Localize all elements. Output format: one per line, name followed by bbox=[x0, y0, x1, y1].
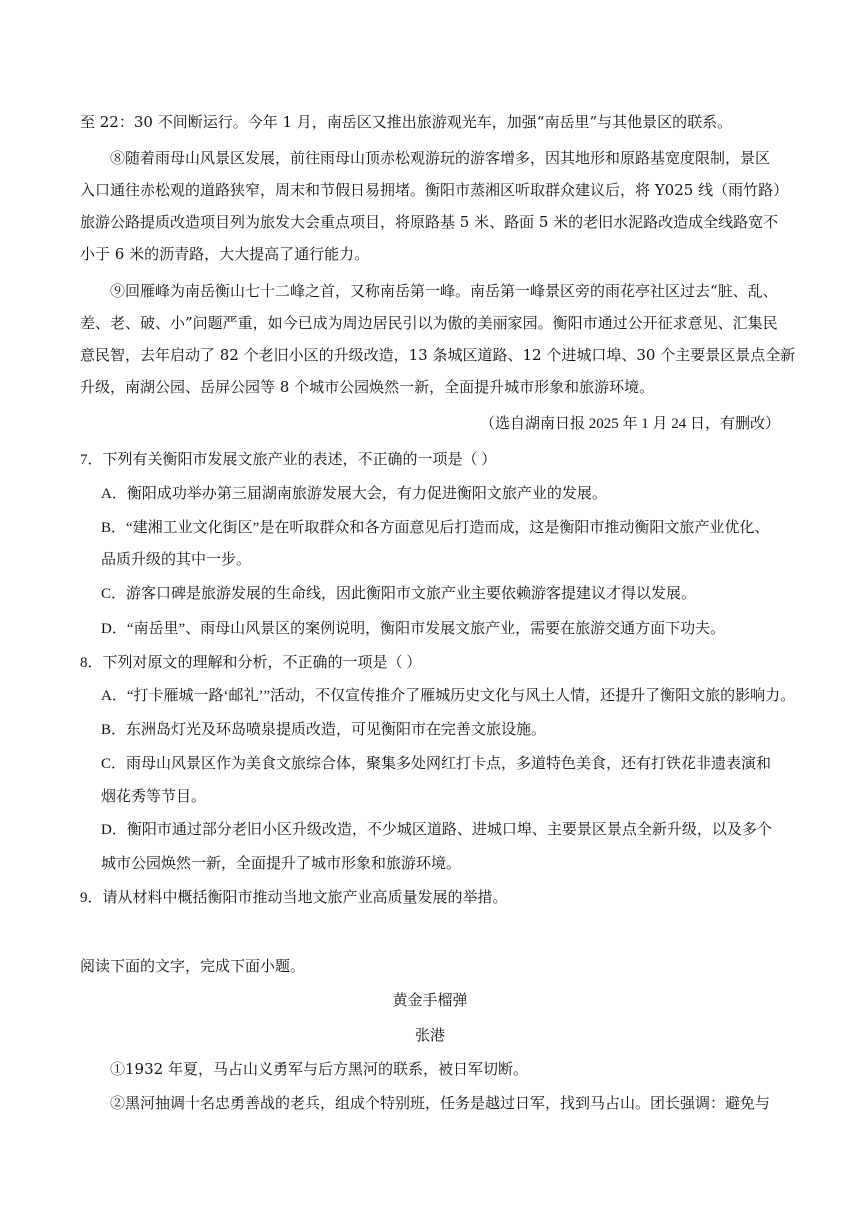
article-source: （选自湖南日报 2025 年 1 月 24 日，有删改） bbox=[479, 416, 780, 432]
article-line-1: 至 22：30 不间断运行。今年 1 月，南岳区又推出旅游观光车，加强“南岳里”与其他景区的联系。 bbox=[80, 113, 733, 131]
article-paragraph-9-line-2: 差、老、破、小”问题严重，如今已成为周边居民引以为傲的美丽家园。衡阳市通过公开征求意见、汇集民 bbox=[80, 314, 778, 332]
article-paragraph-9-line-3: 意民智，去年启动了 82 个老旧小区的升级改造，13 条城区道路、12 个进城口埠、30 个主要景区景点全新 bbox=[80, 346, 796, 364]
article-paragraph-8-line-3: 旅游公路提质改造项目列为旅发大会重点项目，将原路基 5 米、路面 5 米的老旧水泥路改造成全线路宽不 bbox=[80, 213, 779, 231]
article-paragraph-8-line-1: ⑧随着雨母山风景区发展，前往雨母山顶赤松观游玩的游客增多，因其地形和原路基宽度限制，景区 bbox=[110, 149, 771, 167]
reading-title: 黄金手榴弹 bbox=[392, 991, 468, 1009]
question-7-option-b-line-1: B．“建湘工业文化街区”是在听取群众和各方面意见后打造而成，这是衡阳市推动衡阳文旅产业优化、 bbox=[101, 520, 770, 536]
question-7-option-c: C．游客口碑是旅游发展的生命线，因此衡阳市文旅产业主要依赖游客提建议才得以发展。 bbox=[101, 586, 697, 602]
question-8-option-a: A．“打卡雁城一路‘邮礼’”活动，不仅宣传推介了雁城历史文化与风土人情，还提升了衡阳文旅的影响力。 bbox=[101, 688, 796, 704]
reading-paragraph-2: ②黑河抽调十名忠勇善战的老兵，组成个特别班，任务是越过日军，找到马占山。团长强调：避免与 bbox=[110, 1094, 771, 1112]
article-paragraph-8-line-4: 小于 6 米的沥青路，大大提高了通行能力。 bbox=[80, 245, 370, 263]
question-7-option-a: A．衡阳成功举办第三届湖南旅游发展大会，有力促进衡阳文旅产业的发展。 bbox=[101, 486, 607, 502]
question-7-stem: 7．下列有关衡阳市发展文旅产业的表述，不正确的一项是（ ） bbox=[80, 452, 497, 468]
question-7-option-b-line-2: 品质升级的其中一步。 bbox=[101, 552, 252, 568]
reading-intro: 阅读下面的文字，完成下面小题。 bbox=[80, 959, 306, 975]
article-paragraph-9-line-1: ⑨回雁峰为南岳衡山七十二峰之首，又称南岳第一峰。南岳第一峰景区旁的雨花亭社区过去“脏、乱、 bbox=[110, 282, 778, 300]
question-7-option-d: D．“南岳里”、雨母山风景区的案例说明，衡阳市发展文旅产业，需要在旅游交通方面下功夫。 bbox=[101, 621, 726, 637]
question-8-stem: 8．下列对原文的理解和分析，不正确的一项是（ ） bbox=[80, 655, 422, 671]
question-8-option-d-line-2: 城市公园焕然一新，全面提升了城市形象和旅游环境。 bbox=[101, 856, 462, 872]
question-8-option-c-line-2: 烟花秀等节目。 bbox=[101, 789, 207, 805]
question-8-option-b: B．东洲岛灯光及环岛喷泉提质改造，可见衡阳市在完善文旅设施。 bbox=[101, 722, 547, 738]
question-8-option-c-line-1: C．雨母山风景区作为美食文旅综合体，聚集多处网红打卡点，多道特色美食，还有打铁花非遗表演和 bbox=[101, 756, 772, 772]
question-8-option-d-line-1: D．衡阳市通过部分老旧小区升级改造，不少城区道路、进城口埠、主要景区景点全新升级，以及多个 bbox=[101, 822, 772, 838]
question-9-stem: 9．请从材料中概括衡阳市推动当地文旅产业高质量发展的举措。 bbox=[80, 890, 508, 906]
article-paragraph-9-line-4: 升级，南湖公园、岳屏公园等 8 个城市公园焕然一新，全面提升城市形象和旅游环境。 bbox=[80, 378, 655, 396]
article-paragraph-8-line-2: 入口通往赤松观的道路狭窄，周末和节假日易拥堵。衡阳市蒸湘区听取群众建议后，将 Y025 线（雨竹路） bbox=[80, 181, 789, 199]
reading-author: 张港 bbox=[414, 1026, 445, 1044]
reading-paragraph-1: ①1932 年夏，马占山义勇军与后方黑河的联系，被日军切断。 bbox=[110, 1060, 528, 1078]
